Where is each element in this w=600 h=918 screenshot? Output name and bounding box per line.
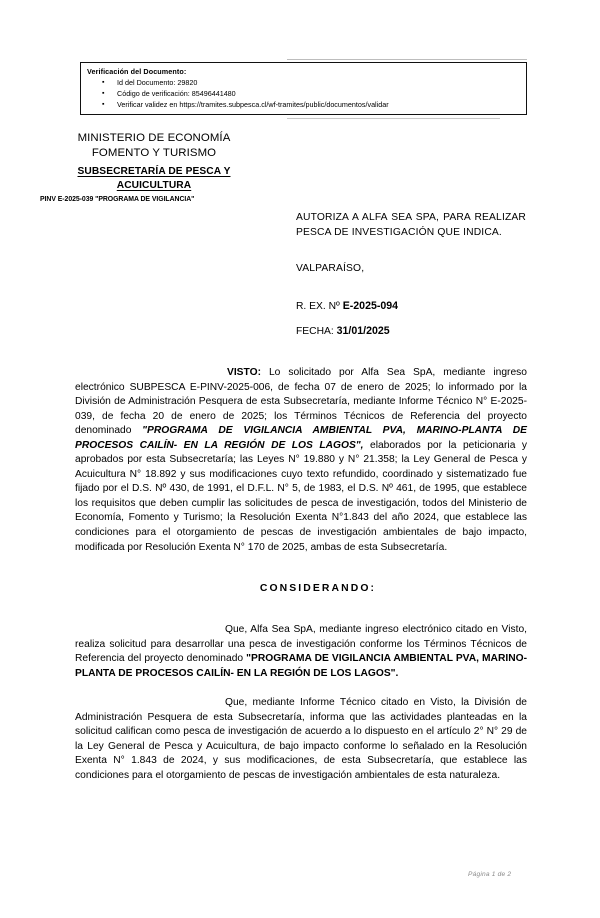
project-code: PINV E-2025-039 "PROGRAMA DE VIGILANCIA" — [40, 196, 195, 203]
bullet-icon: ▪ — [102, 79, 105, 86]
visto-label: VISTO: — [227, 367, 261, 378]
paragraph-visto — [75, 366, 527, 555]
spacer — [75, 555, 527, 582]
subsecretaria-block — [38, 165, 270, 192]
city-line: VALPARAÍSO, — [296, 263, 365, 275]
considerando-heading: CONSIDERANDO: — [259, 583, 377, 595]
verification-item-code — [87, 88, 526, 99]
verification-item-url[interactable] — [87, 99, 526, 110]
resolution-number-line — [296, 299, 526, 314]
ministry-line-2: FOMENTO Y TURISMO — [91, 146, 217, 159]
spacer — [75, 596, 527, 623]
visto-text-part-2: elaborados por la peticionaria y aprobados por esta Subsecretaría; las Leyes N° 19.880 y N° 21.358; la Ley General de Pesca y Acuicultura N° 18.892 y sus modificaciones cuyo texto refundido, coordinado y sistematizado fue fijado por el D.S. Nº 430, de 1991, el D.F.L. N° 5, de 1983, el D.S. Nº 461, de 1995, que establece los requisitos que deben cumplir las solicitudes de pesca de investigación, todos del Ministerio de Economía, Fomento y Turismo; la Resolución Exenta N°1.843 del año 2024, que establece las condiciones para el otorgamiento de pescas de investigación ambientales de bajo impacto, modificada por Resolución Exenta N° 170 de 2025, ambas de esta Subsecretaría. — [75, 439, 528, 553]
date-label: FECHA: — [296, 325, 334, 337]
verification-item-label: Código de verificación: 85496441480 — [117, 89, 236, 98]
resolution-number-value: E-2025-094 — [342, 299, 399, 312]
paragraph-considerando-1 — [75, 623, 527, 681]
scan-artifact-line-bottom — [287, 118, 500, 119]
resolution-number-label: R. EX. Nº — [296, 300, 340, 312]
considerando-1-text: Que, Alfa Sea SpA, mediante ingreso electrónico citado en Visto, realiza solicitud para desarrollar una pesca de investigación conforme los Términos Técnicos de Referencia del proyecto denominado — [75, 624, 527, 665]
page-number: Página 1 de 2 — [468, 871, 512, 878]
scan-artifact-line-top — [287, 59, 527, 60]
visto-text-part-1: Lo solicitado por Alfa Sea SpA, mediante ingreso electrónico SUBPESCA E-PINV-2025-006, de fecha 07 de enero de 2025; lo informado por la División de Administración Pesquera de esta Subsecretaría, mediante Informe Técnico N° E-2025-039, de fecha 20 de enero de 2025; los Términos Técnicos de Referencia del proyecto denominado — [75, 367, 527, 437]
header-right-block — [296, 211, 526, 339]
bullet-icon: ▪ — [102, 90, 105, 97]
considerando-2-text: Que, mediante Informe Técnico citado en Visto, la División de Administración Pesquera de esta Subsecretaría, informa que las actividades planteadas en la solicitud califican como pesca de investigación de acuerdo a lo dispuesto en el artículo 2° N° 29 de la Ley General de Pesca y Acuicultura, de bajo impacto conforme lo señalado en la Resolución Exenta N° 1.843 de 2024, y sus modificaciones, de esta Subsecretaría, que establece las condiciones para el otorgamiento de pescas de investigación ambientales de esta naturaleza. — [75, 697, 527, 782]
verification-box — [80, 62, 527, 115]
letterhead — [38, 131, 270, 203]
verification-item-document-id — [87, 77, 526, 88]
verification-title: Verificación del Documento: — [87, 67, 187, 76]
subsecretaria-line-2: ACUICULTURA — [116, 179, 192, 191]
verification-list — [87, 77, 526, 110]
date-value: 31/01/2025 — [336, 324, 390, 337]
spacer — [75, 681, 527, 696]
considerando-1-project-name: "PROGRAMA DE VIGILANCIA AMBIENTAL PVA, MARINO-PLANTA DE PROCESOS CAILÍN- EN LA REGIÓN DE LOS LAGOS". — [75, 653, 527, 679]
ministry-line-1: MINISTERIO DE ECONOMÍA — [77, 132, 231, 144]
resolution-subject: AUTORIZA A ALFA SEA SPA, PARA REALIZAR PESCA DE INVESTIGACIÓN QUE INDICA. — [296, 212, 526, 238]
paragraph-considerando-2 — [75, 696, 527, 783]
verification-item-label: Id del Documento: 29820 — [117, 78, 198, 87]
subsecretaria-line-1: SUBSECRETARÍA DE PESCA Y — [77, 166, 231, 177]
visto-project-name: "PROGRAMA DE VIGILANCIA AMBIENTAL PVA, MARINO-PLANTA DE PROCESOS CAILÍN- EN LA REGIÓN DE LOS LAGOS", — [75, 425, 527, 451]
date-line — [296, 324, 526, 339]
bullet-icon: ▪ — [102, 101, 105, 108]
verification-item-label: Verificar validez en https://tramites.subpesca.cl/wf-tramites/public/documentos/validar — [117, 100, 389, 109]
document-body — [75, 366, 527, 784]
